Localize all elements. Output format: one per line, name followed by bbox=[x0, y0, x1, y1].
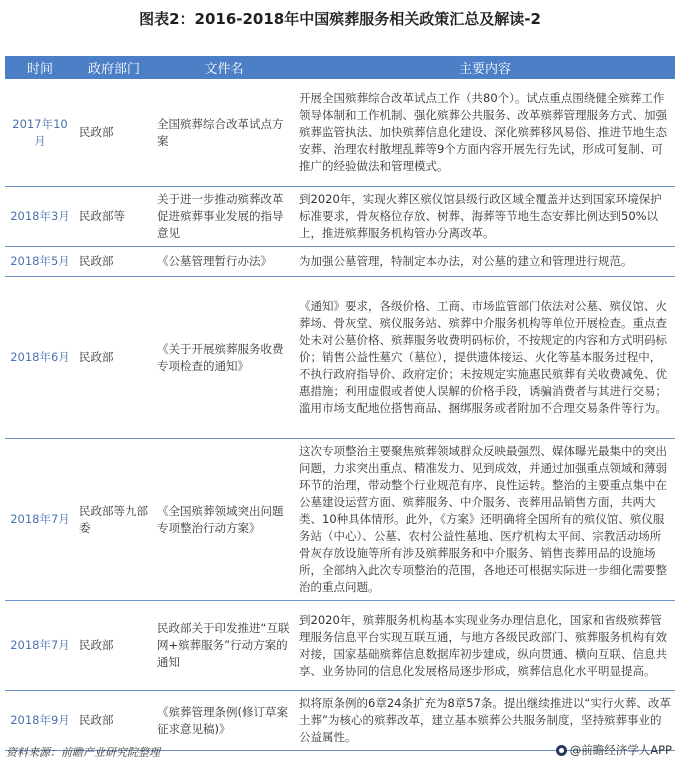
table-row bbox=[5, 439, 675, 601]
cell-time: 2018年7月 bbox=[5, 601, 75, 691]
brand-watermark bbox=[556, 742, 672, 758]
policy-table bbox=[5, 56, 675, 751]
header-time: 时间 bbox=[5, 56, 75, 79]
cell-time: 2018年9月 bbox=[5, 691, 75, 751]
cell-time: 2018年6月 bbox=[5, 277, 75, 439]
cell-doc: 《关于开展殡葬服务收费专项检查的通知》 bbox=[153, 277, 295, 439]
page-title: 图表2：2016-2018年中国殡葬服务相关政策汇总及解读-2 bbox=[139, 10, 541, 28]
cell-time: 2018年3月 bbox=[5, 187, 75, 247]
cell-dept: 民政部 bbox=[75, 277, 153, 439]
cell-doc: 《殡葬管理条例(修订草案征求意见稿)》 bbox=[153, 691, 295, 751]
cell-time: 2017年10月 bbox=[5, 79, 75, 187]
cell-dept: 民政部等 bbox=[75, 187, 153, 247]
table-row bbox=[5, 277, 675, 439]
cell-content: 拟将原条例的6章24条扩充为8章57条。提出继续推进以“实行火葬、改革土葬”为核心的殡葬改革，建立基本殡葬公共服务制度，坚持殡葬事业的公益属性。 bbox=[295, 691, 675, 751]
cell-doc: 全国殡葬综合改革试点方案 bbox=[153, 79, 295, 187]
table-row bbox=[5, 187, 675, 247]
cell-doc: 民政部关于印发推进“互联网+殡葬服务”行动方案的通知 bbox=[153, 601, 295, 691]
cell-content: 到2020年，实现火葬区殡仪馆县级行政区域全覆盖并达到国家环境保护标准要求，骨灰格位存放、树葬、海葬等节地生态安葬比例达到50%以上，推进殡葬服务机构管办分离改革。 bbox=[295, 187, 675, 247]
brand-label: @前瞻经济学人APP bbox=[569, 743, 672, 757]
table-row bbox=[5, 247, 675, 277]
cell-content: 到2020年，殡葬服务机构基本实现业务办理信息化，国家和省级殡葬管理服务信息平台实现互联互通，与地方各级民政部门、殡葬服务机构有效对接，国家基础殡葬信息数据库初步建成，纵向贯通、横向互联、信息共享、业务协同的信息化发展格局逐步形成，殡葬信息化水平明显提高。 bbox=[295, 601, 675, 691]
cell-time: 2018年5月 bbox=[5, 247, 75, 277]
source-note: 资料来源：前瞻产业研究院整理 bbox=[6, 746, 160, 759]
cell-dept: 民政部 bbox=[75, 691, 153, 751]
cell-dept: 民政部 bbox=[75, 247, 153, 277]
cell-content: 这次专项整治主要聚焦殡葬领域群众反映最强烈、媒体曝光最集中的突出问题，力求突出重点、精准发力、见到成效，并通过加强重点领域和薄弱环节的治理，带动整个行业规范有序、良性运转。整治的主要重点集中在公墓建设运营方面、殡葬服务、中介服务、丧葬用品销售方面，共两大类、10种具体情形。此外，《方案》还明确将全国所有的殡仪馆、殡仪服务站（中心）、公墓、农村公益性墓地、医疗机构太平间、宗教活动场所骨灰存放设施等所有涉及殡葬服务和中介服务、销售丧葬用品的设施场所，全部纳入此次专项整治的范围，各地还可根据实际进一步细化需要整治的重点问题。 bbox=[295, 439, 675, 601]
header-dept: 政府部门 bbox=[75, 56, 153, 79]
cell-dept: 民政部 bbox=[75, 79, 153, 187]
cell-doc: 关于进一步推动殡葬改革促进殡葬事业发展的指导意见 bbox=[153, 187, 295, 247]
brand-logo-icon bbox=[556, 745, 567, 756]
cell-content: 为加强公墓管理，特制定本办法，对公墓的建立和管理进行规范。 bbox=[295, 247, 675, 277]
table-header-row bbox=[5, 56, 675, 79]
cell-doc: 《公墓管理暂行办法》 bbox=[153, 247, 295, 277]
cell-dept: 民政部 bbox=[75, 601, 153, 691]
table-row bbox=[5, 79, 675, 187]
cell-doc: 《全国殡葬领域突出问题专项整治行动方案》 bbox=[153, 439, 295, 601]
header-doc: 文件名 bbox=[153, 56, 295, 79]
cell-content: 《通知》要求，各级价格、工商、市场监管部门依法对公墓、殡仪馆、火葬场、骨灰堂、殡仪服务站、殡葬中介服务机构等单位开展检查。重点查处未对公墓价格、殡葬服务收费明码标价，不按规定的内容和方式明码标价；销售公益性墓穴（墓位），提供遗体接运、火化等基本服务过程中，不执行政府指导价、政府定价；未按规定实施惠民殡葬有关收费减免、优惠措施；利用虚假或者使人误解的价格手段，诱骗消费者与其进行交易；滥用市场支配地位搭售商品、捆绑服务或者附加不合理交易条件等行为。 bbox=[295, 277, 675, 439]
cell-time: 2018年7月 bbox=[5, 439, 75, 601]
cell-content: 开展全国殡葬综合改革试点工作（共80个）。试点重点围绕健全殡葬工作领导体制和工作机制、强化殡葬公共服务、改革殡葬管理服务方式、加强殡葬监管执法、加快殡葬信息化建设、深化殡葬移风易俗、推进节地生态安葬、治理农村散埋乱葬等9个方面内容开展先行先试，形成可复制、可推广的经验做法和管理模式。 bbox=[295, 79, 675, 187]
table-row bbox=[5, 601, 675, 691]
cell-dept: 民政部等九部委 bbox=[75, 439, 153, 601]
header-content: 主要内容 bbox=[295, 56, 675, 79]
